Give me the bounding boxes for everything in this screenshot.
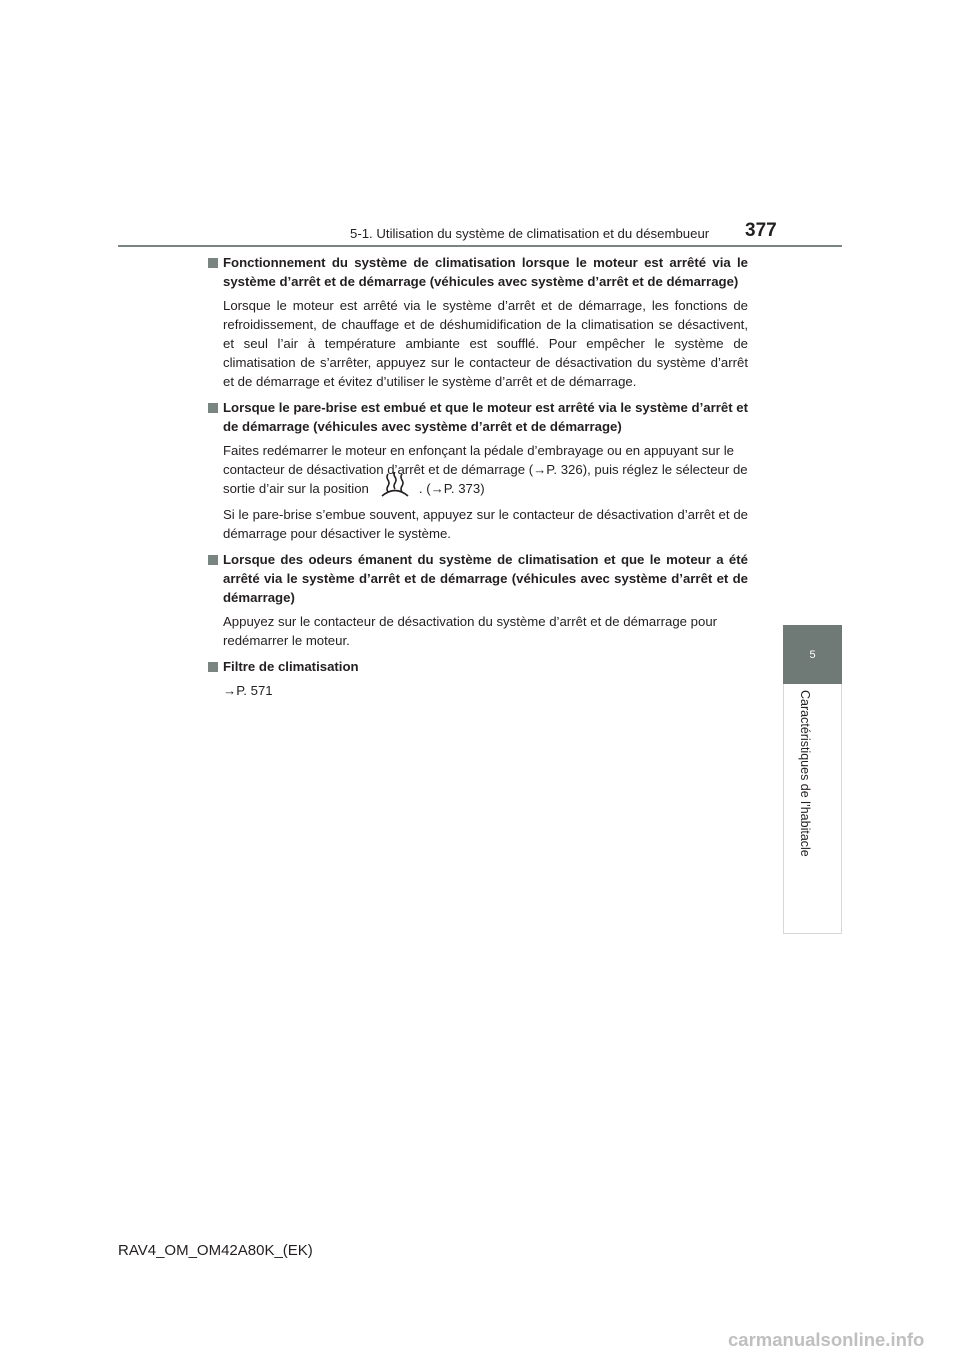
section-heading-text: Fonctionnement du système de climatisation lorsque le moteur est arrêté via le système d’arrêt et de démarrage (véhicules avec système d’arrêt et de démarrage) [223,255,748,289]
page-number: 377 [745,220,777,241]
square-bullet-icon [208,555,218,565]
section-fogged-windshield [208,398,748,543]
section-body-ref: . (→P. 373) [418,481,485,496]
chapter-number: 5 [809,648,816,661]
section-heading [208,550,748,607]
section-heading-text: Lorsque le pare-brise est embué et que le moteur est arrêté via le système d’arrêt et de démarrage (véhicules avec système d’arrêt et de démarrage) [223,400,748,434]
square-bullet-icon [208,258,218,268]
windshield-defroster-icon [379,472,411,500]
page-reference-link[interactable]: →P. 571 [223,682,273,698]
square-bullet-icon [208,403,218,413]
section-air-filter [208,657,748,700]
section-stop-start-climate [208,253,748,391]
section-body-text: Faites redémarrer le moteur en enfonçant la pédale d’embrayage ou en appuyant sur le contacteur de désactivation d’arrêt et de démarrage (→P. 326), puis réglez le sélecteur de sortie d’air sur la position [223,443,748,496]
site-watermark: carmanualsonline.info [728,1329,925,1350]
square-bullet-icon [208,662,218,672]
section-body-secondary: Si le pare-brise s’embue souvent, appuyez sur le contacteur de désactivation d’arrêt et de démarrage pour désactiver le système. [223,506,748,541]
section-body: Lorsque le moteur est arrêté via le système d’arrêt et de démarrage, les fonctions de refroidissement, de chauffage et de déshumidification de la climatisation se désactivent, et seul l’air à température ambiante est soufflé. Pour empêcher le système de climatisation de s’arrêter, appuyez sur le contacteur de désactivation du système d’arrêt et de démarrage et évitez d’utiliser le système d’arrêt et de démarrage. [223,298,748,389]
section-heading [208,253,748,291]
section-heading-text: Filtre de climatisation [223,658,359,674]
section-heading [208,657,748,676]
chapter-title: Caractéristiques de l’habitacle [798,690,812,857]
section-heading-text: Lorsque des odeurs émanent du système de climatisation et que le moteur a été arrêté via le système d’arrêt et de démarrage (véhicules avec système d’arrêt et de démarrage) [223,551,748,605]
section-body: Appuyez sur le contacteur de désactivation du système d’arrêt et de démarrage pour redémarrer le moteur. [223,613,718,648]
chapter-tab[interactable] [783,625,842,684]
section-body [208,441,748,500]
main-content [208,253,748,707]
section-climate-odors [208,550,748,650]
header-rule [118,245,842,247]
header-section-title: 5-1. Utilisation du système de climatisation et du désembueur [350,226,710,241]
footer-model-code: RAV4_OM_OM42A80K_(EK) [118,1242,313,1259]
section-heading [208,398,748,436]
chapter-strip [783,684,842,934]
